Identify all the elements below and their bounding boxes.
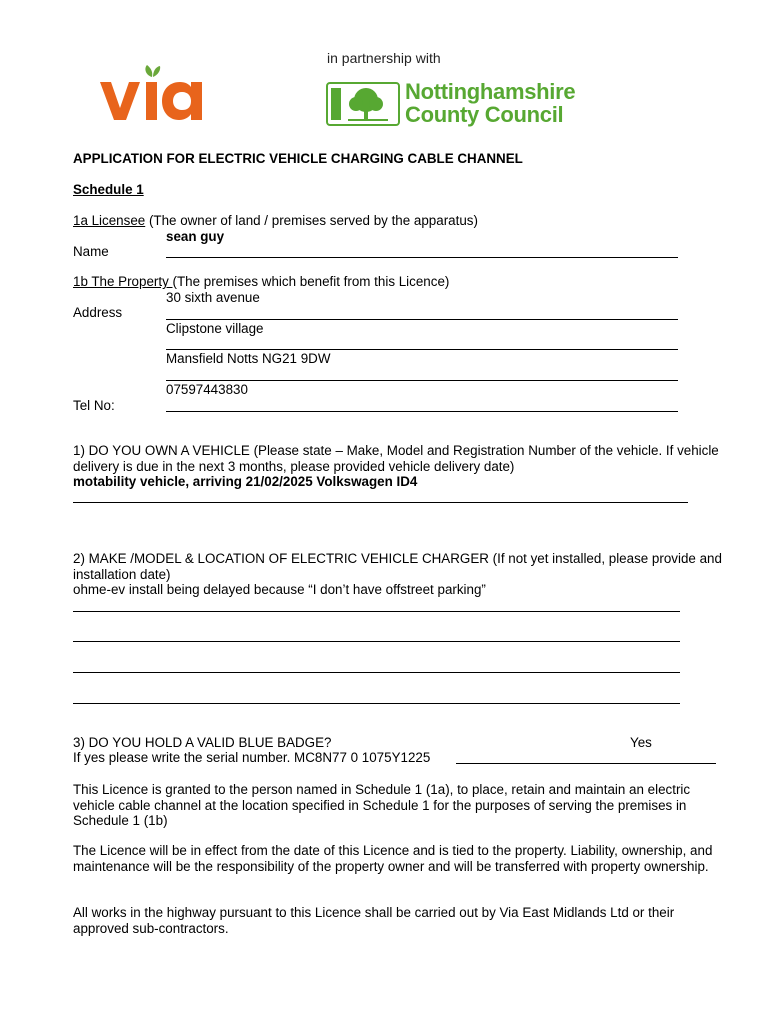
q2-answer[interactable]: ohme-ev install being delayed because “I don’t have offstreet parking” — [73, 582, 486, 597]
address-line-2[interactable]: Clipstone village — [166, 321, 264, 336]
tel-value[interactable]: 07597443830 — [166, 382, 248, 397]
property-heading-row — [73, 274, 449, 289]
property-note: (The premises which benefit from this Licence) — [172, 274, 450, 289]
q3-question: 3) DO YOU HOLD A VALID BLUE BADGE? — [73, 735, 332, 750]
council-name-line1: Nottinghamshire — [405, 79, 576, 104]
q2-line-4 — [73, 703, 680, 704]
q1-question: 1) DO YOU OWN A VEHICLE (Please state – Make, Model and Registration Number of the vehicle. If vehicle delivery is due in the next 3 months, please provided vehicle delivery date) — [73, 443, 719, 474]
tel-label: Tel No: — [73, 398, 115, 413]
q1-answer[interactable]: motability vehicle, arriving 21/02/2025 Volkswagen ID4 — [73, 474, 418, 489]
q2-question: 2) MAKE /MODEL & LOCATION OF ELECTRIC VEHICLE CHARGER (If not yet installed, please provide and installation date) — [73, 551, 722, 582]
licensee-name-value[interactable]: sean guy — [166, 229, 225, 244]
q3-serial[interactable]: If yes please write the serial number. MC8N77 0 1075Y1225 — [73, 750, 431, 765]
q2-line-3 — [73, 672, 680, 673]
page-title: APPLICATION FOR ELECTRIC VEHICLE CHARGING CABLE CHANNEL — [73, 151, 523, 166]
address-line-2-rule — [166, 349, 678, 350]
name-label: Name — [73, 244, 109, 259]
address-line-3[interactable]: Mansfield Notts NG21 9DW — [166, 351, 331, 366]
q2-line-1 — [73, 611, 680, 612]
schedule-label: Schedule 1 — [73, 182, 144, 197]
council-tree-emblem-icon — [326, 82, 400, 126]
via-logo — [98, 62, 216, 124]
licensee-note: (The owner of land / premises served by the apparatus) — [145, 213, 478, 228]
property-heading: 1b The Property — [73, 274, 173, 289]
address-label: Address — [73, 305, 123, 320]
council-name-line2: County Council — [405, 102, 564, 127]
q3-serial-line — [456, 763, 716, 764]
partnership-text: in partnership with — [327, 50, 441, 66]
q3-answer[interactable]: Yes — [630, 735, 652, 750]
address-line-3-rule — [166, 380, 678, 381]
q2-line-2 — [73, 641, 680, 642]
name-line — [166, 257, 678, 258]
licence-paragraph-3: All works in the highway pursuant to this Licence shall be carried out by Via East Midlands Ltd or their approved sub-contractors. — [73, 905, 675, 936]
licensee-heading-row — [73, 213, 478, 228]
licence-paragraph-1: This Licence is granted to the person named in Schedule 1 (1a), to place, retain and maintain an electric vehicle cable channel at the location specified in Schedule 1 for the purposes of serving the premises in Schedule 1 (1b) — [73, 782, 691, 828]
council-name — [405, 80, 575, 126]
address-line-1-rule — [166, 319, 678, 320]
address-line-1[interactable]: 30 sixth avenue — [166, 290, 260, 305]
tel-line — [166, 411, 678, 412]
licensee-heading: 1a Licensee — [73, 213, 146, 228]
licence-paragraph-2: The Licence will be in effect from the date of this Licence and is tied to the property. Liability, ownership, and maintenance will be the responsibility of the property owner and will be transferred with property ownership. — [73, 843, 713, 874]
q1-line — [73, 502, 688, 503]
